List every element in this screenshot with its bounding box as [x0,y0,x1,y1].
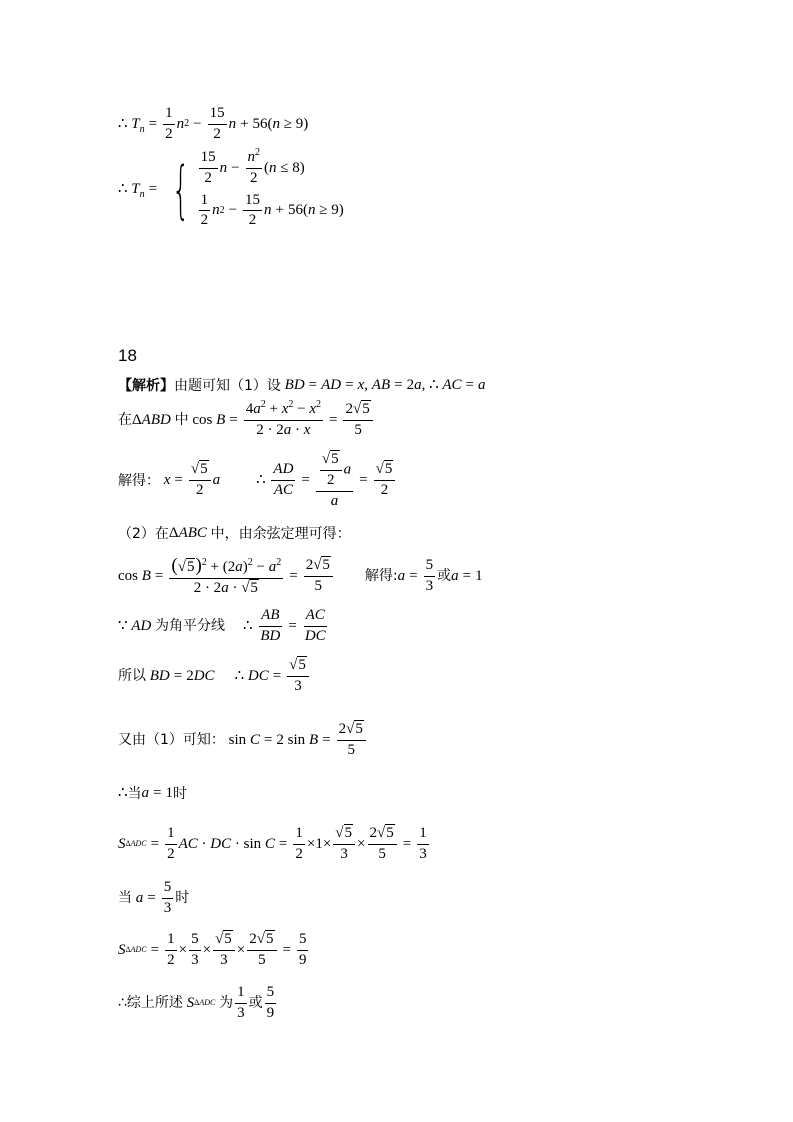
cosb-triangle-abd: 在 Δ ABD 中 cos B = $\frac{4a^2 + x^2 - x^2}{2 \cdot 2a \cdot x}$ = $\frac{2√5}{5}$ [118,402,375,439]
sinc-line: 又由（1）可知： sin C = 2 sin B = $\frac{2√5}{5}$ [118,722,368,759]
tn-formula-n-ge-9: ∴ $T_n$ = $\frac{1}{2}$ n 2 − $\frac{15}{2}$ n + 56( n ≥ 9) [118,105,309,142]
area-case-a5-3: S ΔADC = $\frac{1}{2}$ × $\frac{5}{3}$ × $\frac{√5}{3}$ × $\frac{2√5}{5}$ = $\frac{5}{9}$ [118,931,307,968]
solve-x-line: 解得： x = $\frac{√5}{2}$ a ∴ $\frac{AD}{AC}$ = $\frac{√5}{2}$ a a = $\frac{√5}{2}$ [118,452,397,509]
cosb-law-of-cosines: cos B = $\frac{(√5)^2 + (2a)^2 - a^2}{2 \cdot 2a \cdot √5}$ = $\frac{2√5}{5}$ 解得: a = $\frac{5}{3}$ 或 a = 1 [118,555,483,596]
conclusion-line: ∴综上所述 S ΔADC 为 $\frac{1}{3}$ 或 $\frac{5}{9}$ [118,984,275,1021]
when-a-eq-1: ∴ 当 a = 1 时 [118,785,188,802]
part2-heading: （2）在 Δ ABC 中，由余弦定理可得： [118,525,351,542]
tn-piecewise: ∴ $T_n$ = { $\frac{15}{2}$ n − $\frac{n^2}{2}$ ( n ≤ 8) $\frac{1}{2}$ n 2 − $\frac{15}{2}$ n + 56( n ≥ 9) [118,147,344,229]
bd-dc-line: 所以 BD = 2 DC ∴ DC = $\frac{√5}{3}$ [118,658,311,695]
area-case-a1: S ΔADC = $\frac{1}{2}$ AC · DC · sin C = $\frac{1}{2}$ ×1× $\frac{√5}{3}$ × $\frac{2√5}{5}$ = $\frac{1}{3}$ [118,825,427,862]
section-number: 18 [118,346,137,365]
analysis-intro-line: 【解析】 由题可知（1）设 BD = AD = x , AB = 2 a , ∴ AC = a [118,377,486,394]
when-a-eq-5-3: 当 a = $\frac{5}{3}$ 时 [118,879,190,916]
ad-bisector-line: ∵ AD 为角平分线 ∴ $\frac{AB}{BD}$ = $\frac{AC}{DC}$ [118,607,326,644]
analysis-label: 【解析】 [118,377,174,394]
